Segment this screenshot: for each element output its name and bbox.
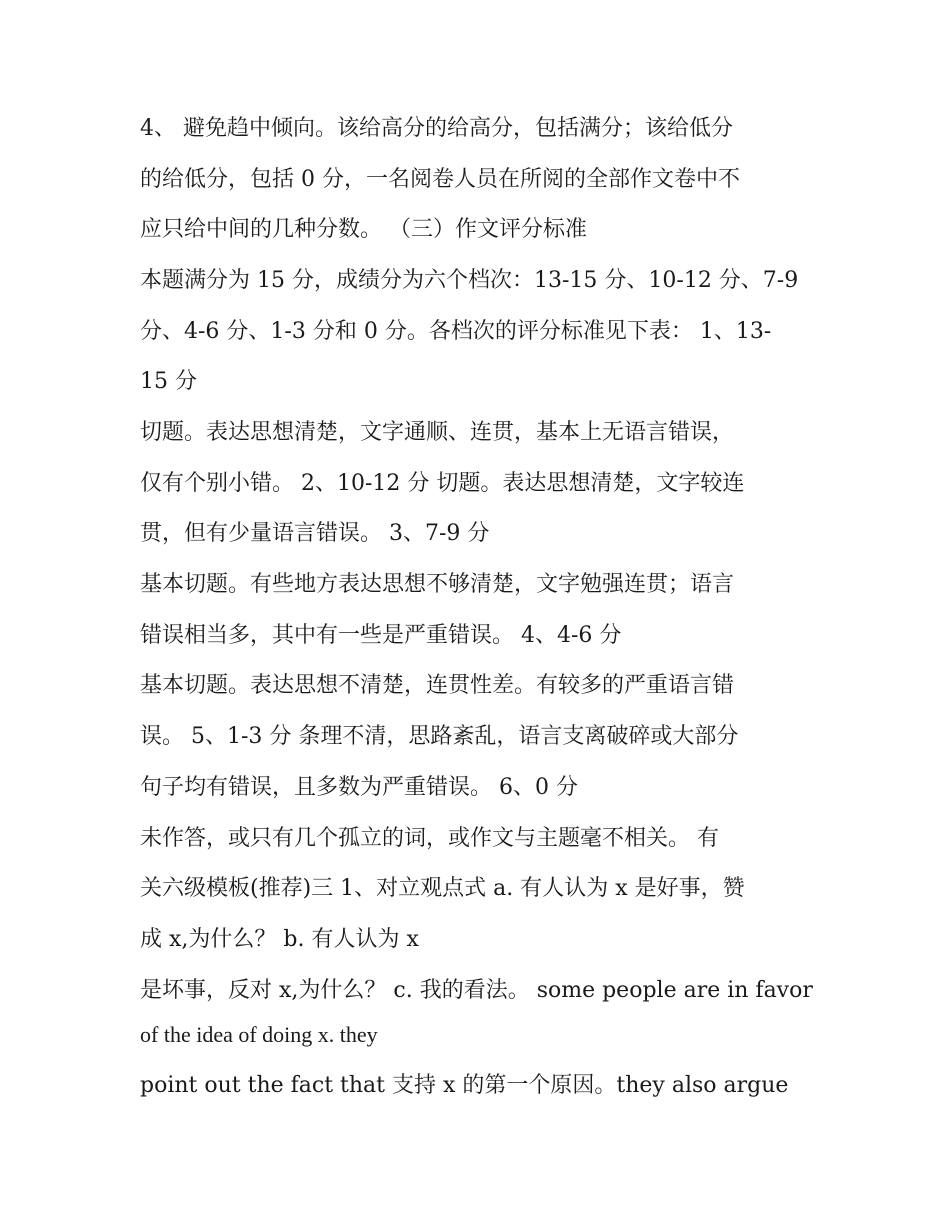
text-line-14: 句子均有错误，且多数为严重错误。 6、0 分 (140, 775, 578, 800)
text-line-12: 基本切题。表达思想不清楚，连贯性差。有较多的严重语言错 (140, 673, 735, 698)
text-line-9: 贯，但有少量语言错误。 3、7-9 分 (140, 521, 490, 546)
text-line-17: 成 x,为什么？ b. 有人认为 x (140, 927, 419, 952)
text-line-1: 4、 避免趋中倾向。该给高分的给高分，包括满分；该给低分 (140, 116, 733, 141)
text-line-7: 切题。表达思想清楚，文字通顺、连贯，基本上无语言错误， (140, 420, 735, 445)
text-line-5: 分、4-6 分、1-3 分和 0 分。各档次的评分标准见下表： 1、13- (140, 319, 772, 344)
text-line-2: 的给低分，包括 0 分，一名阅卷人员在所阅的全部作文卷中不 (140, 167, 740, 192)
text-line-10: 基本切题。有些地方表达思想不够清楚，文字勉强连贯；语言 (140, 572, 735, 597)
text-line-8: 仅有个别小错。 2、10-12 分 切题。表达思想清楚，文字较连 (140, 471, 745, 496)
text-line-3: 应只给中间的几种分数。 （三）作文评分标准 (140, 217, 587, 242)
text-line-16: 关六级模板(推荐)三 1、对立观点式 a. 有人认为 x 是好事，赞 (140, 876, 745, 901)
text-line-4: 本题满分为 15 分，成绩分为六个档次：13-15 分、10-12 分、7-9 (140, 268, 799, 293)
text-line-18: 是坏事，反对 x,为什么？ c. 我的看法。 some people are in favor (140, 978, 813, 1003)
text-line-11: 错误相当多，其中有一些是严重错误。 4、4-6 分 (140, 623, 622, 648)
text-line-15: 未作答，或只有几个孤立的词，或作文与主题毫不相关。 有 (140, 826, 719, 851)
text-line-13: 误。 5、1-3 分 条理不清，思路紊乱，语言支离破碎或大部分 (140, 724, 739, 749)
text-line-19: of the idea of doing x. they (140, 1022, 378, 1047)
text-line-20: point out the fact that 支持 x 的第一个原因。they also argue (140, 1073, 789, 1098)
text-line-6: 15 分 (140, 369, 197, 394)
